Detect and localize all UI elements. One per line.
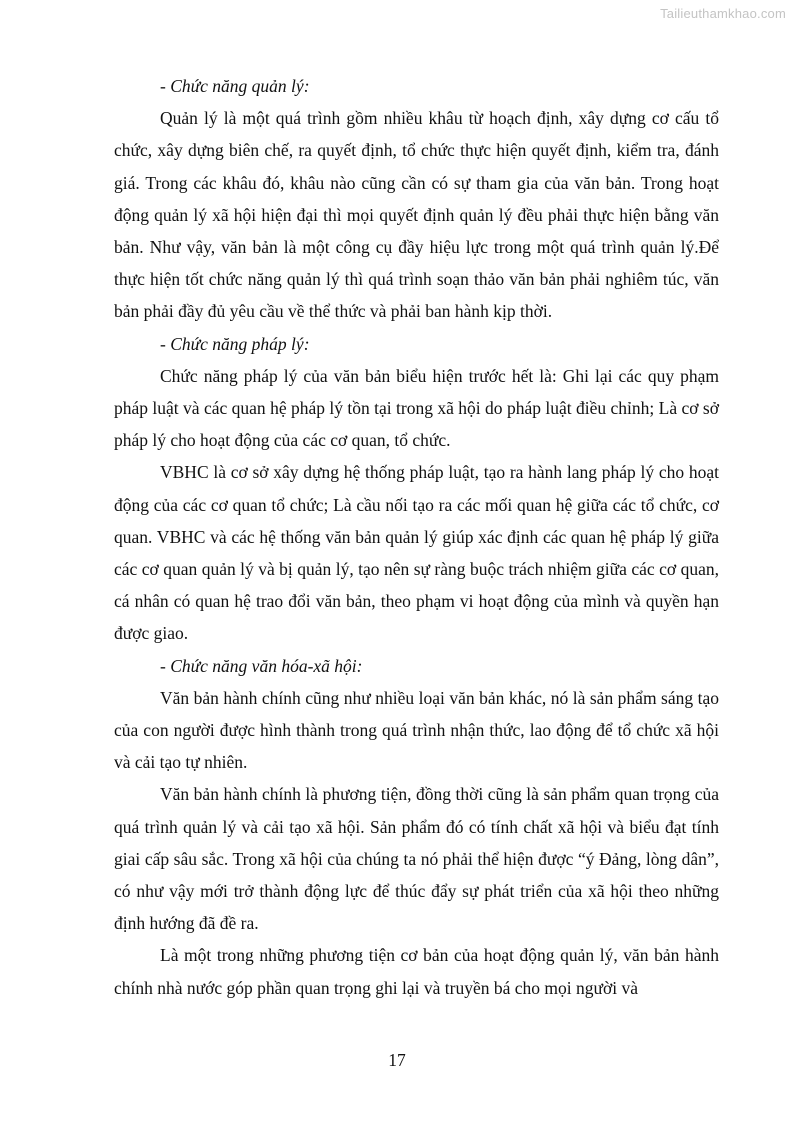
paragraph-quan-ly-1: Quản lý là một quá trình gồm nhiều khâu từ hoạch định, xây dựng cơ cấu tổ chức, xây dựng biên chế, ra quyết định, tổ chức thực hiện quyết định, kiểm tra, đánh giá. Trong các khâu đó, khâu nào cũng cần có sự tham gia của văn bản. Trong hoạt động quản lý xã hội hiện đại thì mọi quyết định quản lý đều phải thực hiện bằng văn bản. Như vậy, văn bản là một công cụ đầy hiệu lực trong một quá trình quản lý.Để thực hiện tốt chức năng quản lý thì quá trình soạn thảo văn bản phải nghiêm túc, văn bản phải đầy đủ yêu cầu về thể thức và phải ban hành kịp thời. [114, 108, 719, 322]
paragraph-van-hoa-3: Là một trong những phương tiện cơ bản của hoạt động quản lý, văn bản hành chính nhà nước góp phần quan trọng ghi lại và truyền bá cho mọi người và [114, 945, 719, 998]
document-body [114, 70, 719, 1004]
section-heading-quan-ly: - Chức năng quản lý: [160, 76, 310, 96]
section-heading-phap-ly: - Chức năng pháp lý: [160, 333, 310, 354]
page-number: 17 [388, 1050, 406, 1070]
section-heading-van-hoa-xa-hoi: - Chức năng văn hóa-xã hội: [160, 655, 363, 676]
watermark: Tailieuthamkhao.com [660, 6, 786, 21]
paragraph-van-hoa-2: Văn bản hành chính là phương tiện, đồng thời cũng là sản phẩm quan trọng của quá trình quản lý và cải tạo xã hội. Sản phẩm đó có tính chất xã hội và biểu đạt tính giai cấp sâu sắc. Trong xã hội của chúng ta nó phải thể hiện được “ý Đảng, lòng dân”, có như vậy mới trở thành động lực để thúc đẩy sự phát triển của xã hội theo những định hướng đã đề ra. [114, 784, 719, 934]
paragraph-phap-ly-1: Chức năng pháp lý của văn bản biểu hiện trước hết là: Ghi lại các quy phạm pháp luật và các quan hệ pháp lý tồn tại trong xã hội do pháp luật điều chỉnh; Là cơ sở pháp lý cho hoạt động của các cơ quan, tổ chức. [114, 365, 719, 451]
paragraph-van-hoa-1: Văn bản hành chính cũng như nhiều loại văn bản khác, nó là sản phẩm sáng tạo của con người được hình thành trong quá trình nhận thức, lao động để tổ chức xã hội và cải tạo tự nhiên. [114, 687, 719, 773]
paragraph-phap-ly-2: VBHC là cơ sở xây dựng hệ thống pháp luật, tạo ra hành lang pháp lý cho hoạt động của các cơ quan tổ chức; Là cầu nối tạo ra các mối quan hệ giữa các tổ chức, cơ quan. VBHC và các hệ thống văn bản quản lý giúp xác định các quan hệ pháp lý giữa các cơ quan quản lý và bị quản lý, tạo nên sự ràng buộc trách nhiệm giữa các cơ quan, cá nhân có quan hệ trao đổi văn bản, theo phạm vi hoạt động của mình và quyền hạn được giao. [114, 462, 719, 644]
